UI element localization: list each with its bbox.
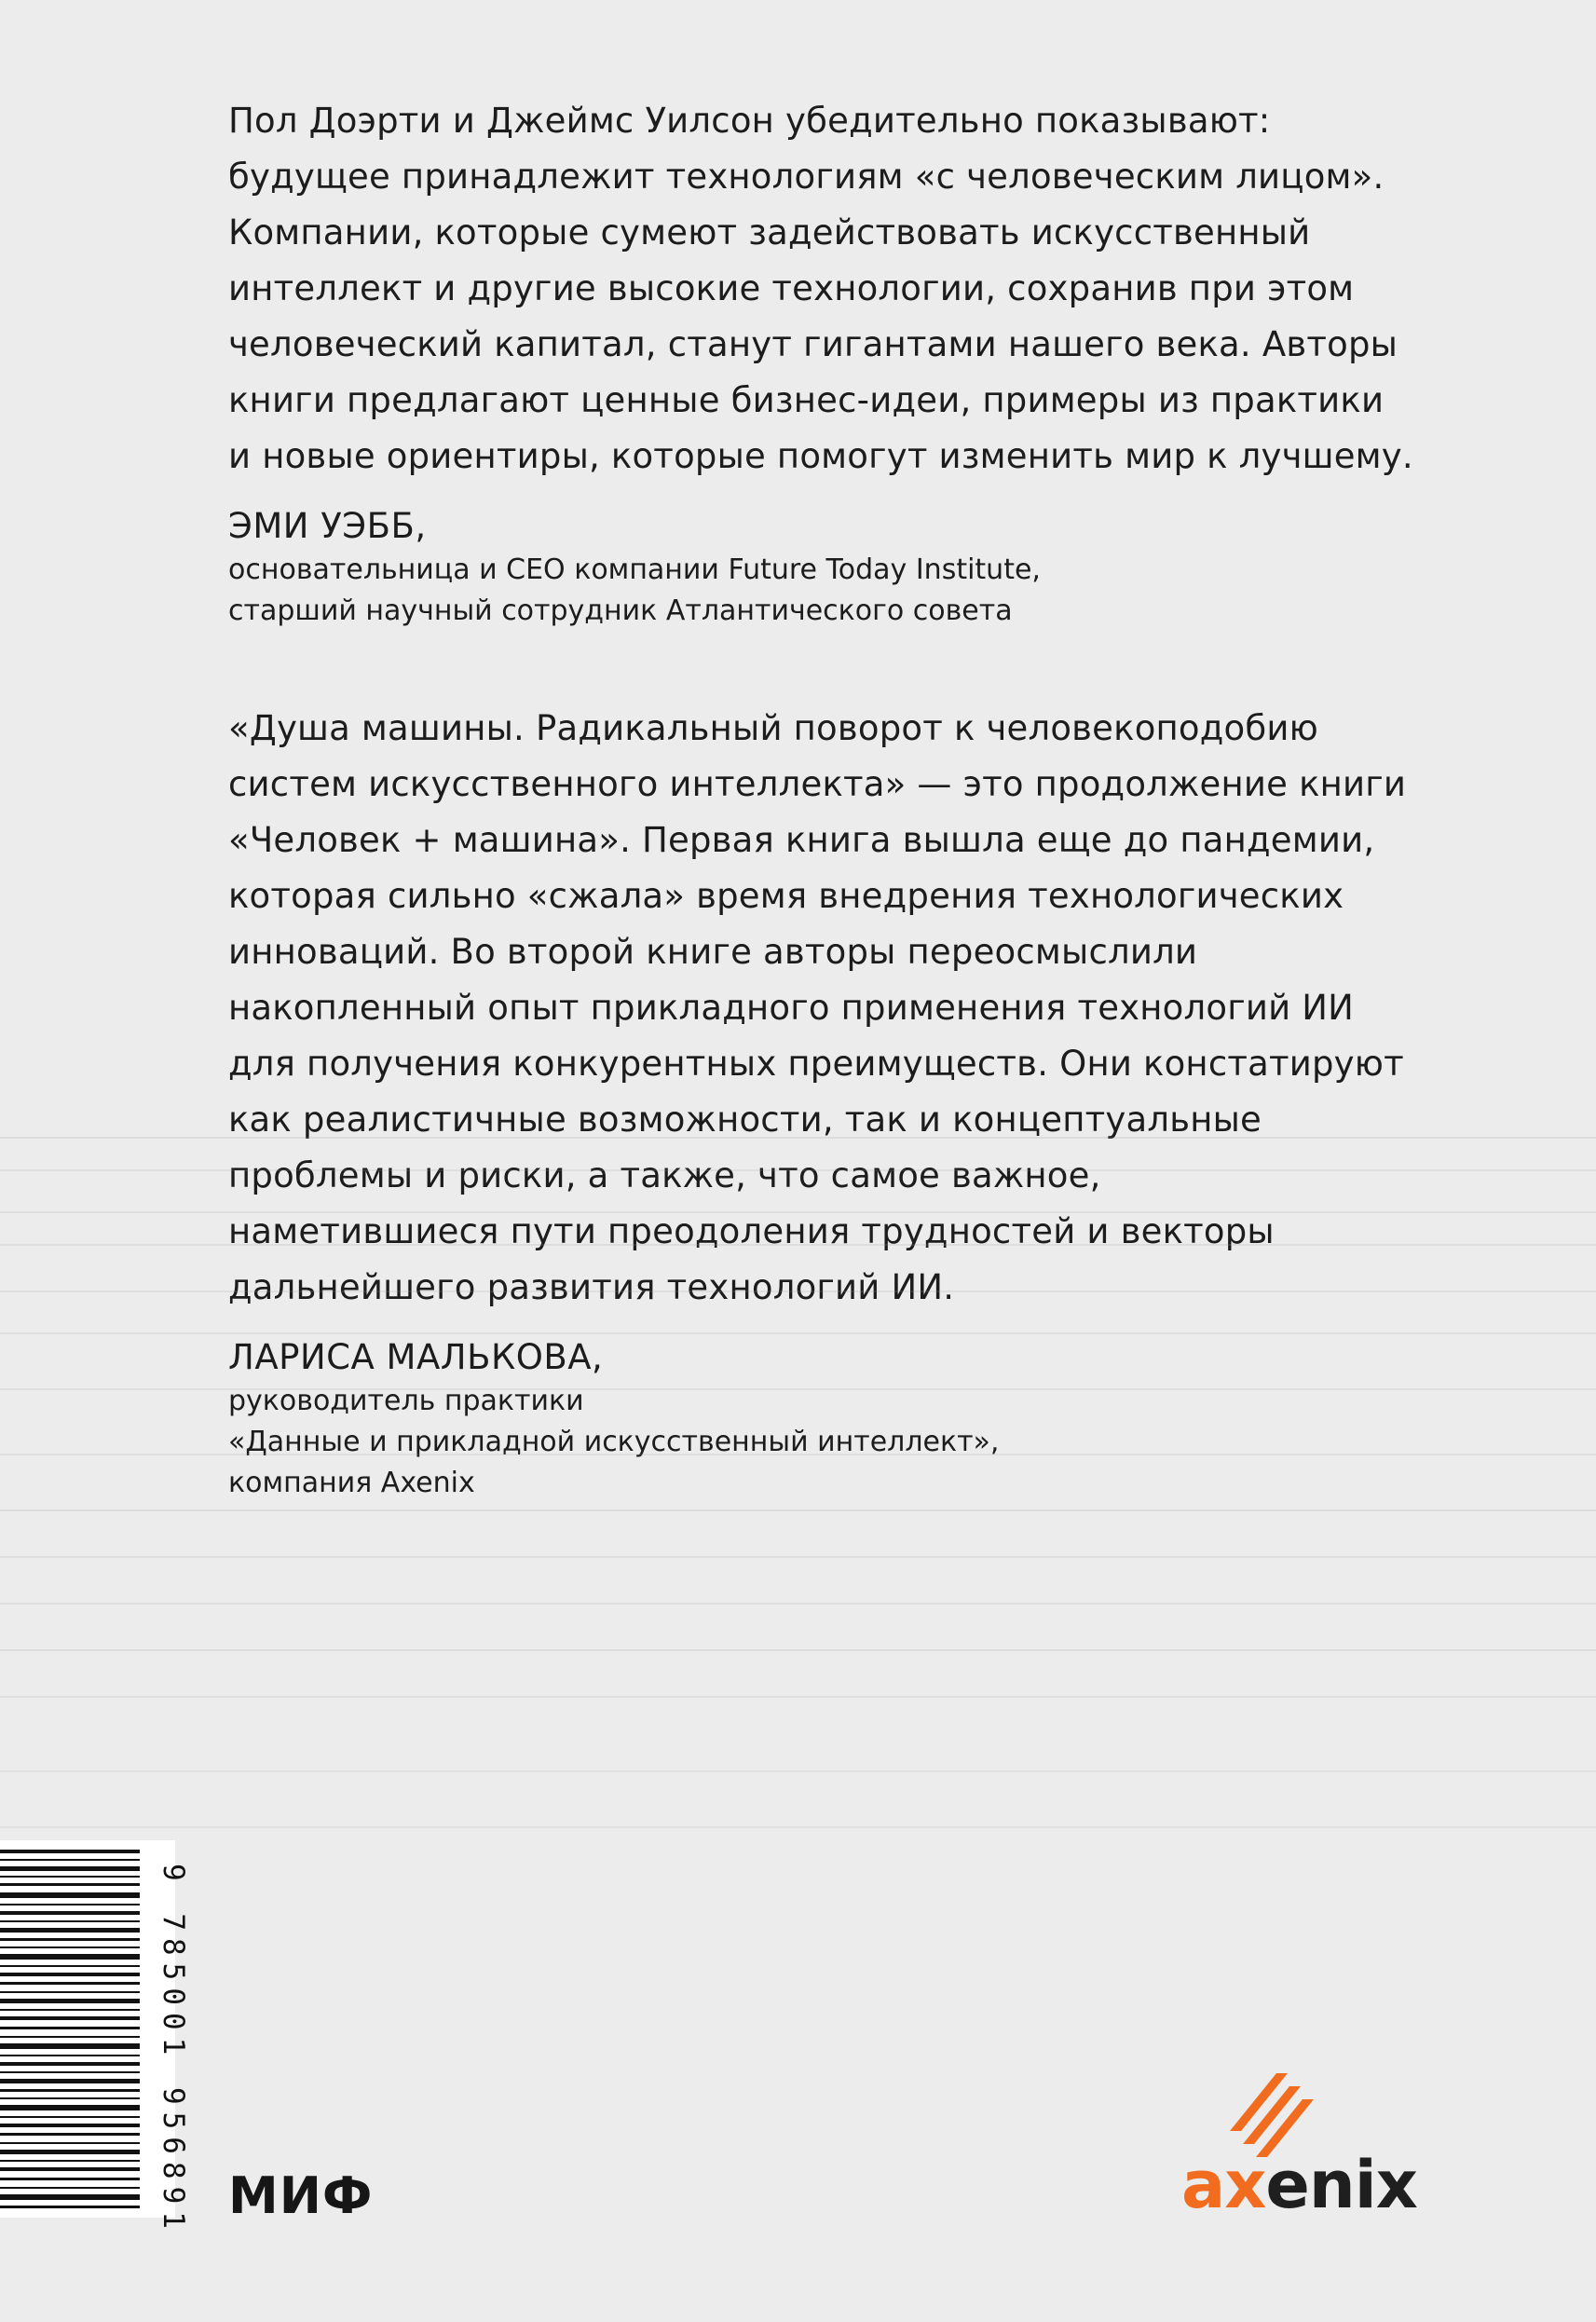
axenix-wordmark-rest: enix [1265, 2147, 1417, 2223]
isbn-digits: 9 785001 956891 [157, 1864, 190, 2236]
axenix-wordmark [1181, 2148, 1417, 2222]
quote-author-role: основательница и CEO компании Future Today Institute, старший научный сотрудник Атлантического совета [228, 553, 1041, 627]
quote-amy-webb [228, 93, 1439, 632]
axenix-wordmark-accent: ax [1181, 2147, 1266, 2223]
barcode-bars [0, 1840, 140, 2218]
quote-text: «Душа машины. Радикальный поворот к человекоподобию систем искусственного интеллекта» — это продолжение книги «Человек + машина». Первая книга вышла еще до пандемии, которая сильно «сжала» время внедрения технологических инноваций. Во второй книге авторы переосмыслили накопленный опыт прикладного применения технологий ИИ для получения конкурентных преимуществ. Они констатируют как реалистичные возможности, так и концептуальные проблемы и риски, а также, что самое важное, наметившиеся пути преодоления трудностей и векторы дальнейшего развития технологий ИИ. [228, 708, 1407, 1307]
quote-text: Пол Доэрти и Джеймс Уилсон убедительно показывают: будущее принадлежит технологиям «с человеческим лицом». Компании, которые сумеют задействовать искусственный интеллект и другие высокие технологии, сохранив при этом человеческий капитал, станут гигантами нашего века. Авторы книги предлагают ценные бизнес-идеи, примеры из практики и новые ориентиры, которые помогут изменить мир к лучшему. [228, 101, 1413, 476]
quote-author-name: ЭМИ УЭББ, [228, 506, 427, 546]
mif-publisher-logo: МИФ [228, 2166, 374, 2225]
quote-larisa-malkova [228, 701, 1439, 1504]
axenix-logo [1181, 2073, 1461, 2222]
quote-author-name: ЛАРИСА МАЛЬКОВА, [228, 1337, 604, 1377]
quote-author-role: руководитель практики «Данные и прикладной искусственный интеллект», компания Axenix [228, 1385, 1000, 1499]
isbn-barcode [0, 1840, 175, 2218]
